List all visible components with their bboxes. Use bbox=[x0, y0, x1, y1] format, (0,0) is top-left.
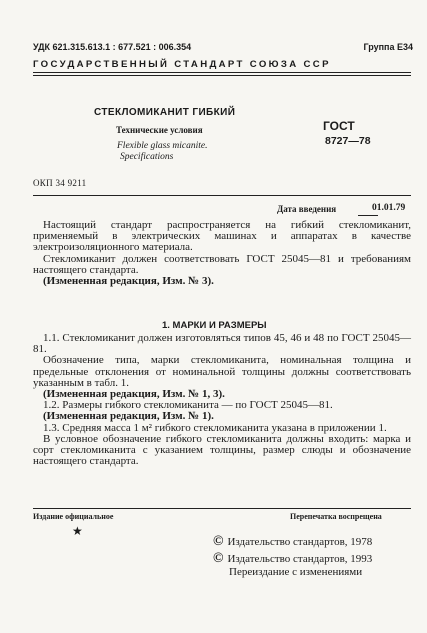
gos-standard-banner: ГОСУДАРСТВЕННЫЙ СТАНДАРТ СОЮЗА ССР bbox=[33, 59, 331, 70]
reprint-prohibited-label: Перепечатка воспрещена bbox=[290, 512, 382, 521]
official-edition-label: Издание официальное bbox=[33, 512, 114, 521]
intro-block bbox=[33, 220, 411, 287]
clause-1-1-designation: Обозначение типа, марки стекломиканита, номинальная толщина и предельные отклонения от номинальной толщины должны соответствовать указанным в табл. 1. bbox=[33, 354, 411, 389]
star-icon: ★ bbox=[72, 524, 83, 538]
okp-rule bbox=[33, 195, 411, 196]
copyright-1993-text: Издательство стандартов, 1993 bbox=[227, 553, 373, 565]
gost-number: 8727—78 bbox=[325, 135, 371, 147]
footer-rule bbox=[33, 508, 411, 509]
clause-1-2-change-note: (Измененная редакция, Изм. № 1). bbox=[43, 410, 214, 423]
document-title: СТЕКЛОМИКАНИТ ГИБКИЙ bbox=[94, 107, 236, 118]
group-code: Группа Е34 bbox=[363, 42, 413, 52]
clause-1-1-change-note: (Измененная редакция, Изм. № 1, 3). bbox=[43, 388, 225, 401]
reissue-note: Переиздание с изменениями bbox=[229, 566, 363, 578]
clause-1-4: В условное обозначение гибкого стекломиканита должны входить: марка и сорт стекломиканита с указанием толщины, размер слюды и обозначение настоящего стандарта. bbox=[33, 432, 411, 468]
section-heading: 1. МАРКИ И РАЗМЕРЫ bbox=[162, 320, 267, 331]
intro-change-note: (Измененная редакция, Изм. № 3). bbox=[43, 275, 214, 288]
english-subtitle: Specifications bbox=[120, 152, 174, 162]
header-rule-top bbox=[33, 72, 411, 73]
intro-paragraph-1: Настоящий стандарт распространяется на гибкий стекломиканит, применяемый в электрических машинах и аппаратах в качестве электроизоляционного материала. bbox=[33, 219, 411, 254]
effective-date-value: 01.01.79 bbox=[372, 203, 406, 213]
gost-label: ГОСТ bbox=[323, 119, 355, 133]
clause-1-2: 1.2. Размеры гибкого стекломиканита — по ГОСТ 25045—81. bbox=[43, 399, 333, 412]
okp-code: ОКП 34 9211 bbox=[33, 178, 87, 188]
english-title: Flexible glass micanite. bbox=[117, 141, 208, 151]
copyright-icon: © bbox=[213, 551, 224, 566]
clause-1-1: 1.1. Стекломиканит должен изготовляться типов 45, 46 и 48 по ГОСТ 25045—81. bbox=[33, 332, 411, 356]
document-subtitle: Технические условия bbox=[116, 125, 203, 135]
udk-code: УДК 621.315.613.1 : 677.521 : 006.354 bbox=[33, 42, 192, 52]
copyright-icon: © bbox=[213, 534, 224, 549]
header-rule-bottom bbox=[33, 75, 411, 76]
section1-block bbox=[33, 333, 411, 467]
effective-date-underline bbox=[358, 215, 378, 216]
intro-paragraph-2: Стекломиканит должен соответствовать ГОСТ 25045—81 и требованиям настоящего стандарта. bbox=[33, 252, 411, 276]
effective-date-label: Дата введения bbox=[277, 204, 337, 214]
copyright-1978 bbox=[213, 534, 372, 550]
copyright-1993 bbox=[213, 551, 372, 567]
clause-1-3: 1.3. Средняя масса 1 м² гибкого стекломиканита указана в приложении 1. bbox=[43, 421, 387, 434]
copyright-1978-text: Издательство стандартов, 1978 bbox=[227, 536, 373, 548]
